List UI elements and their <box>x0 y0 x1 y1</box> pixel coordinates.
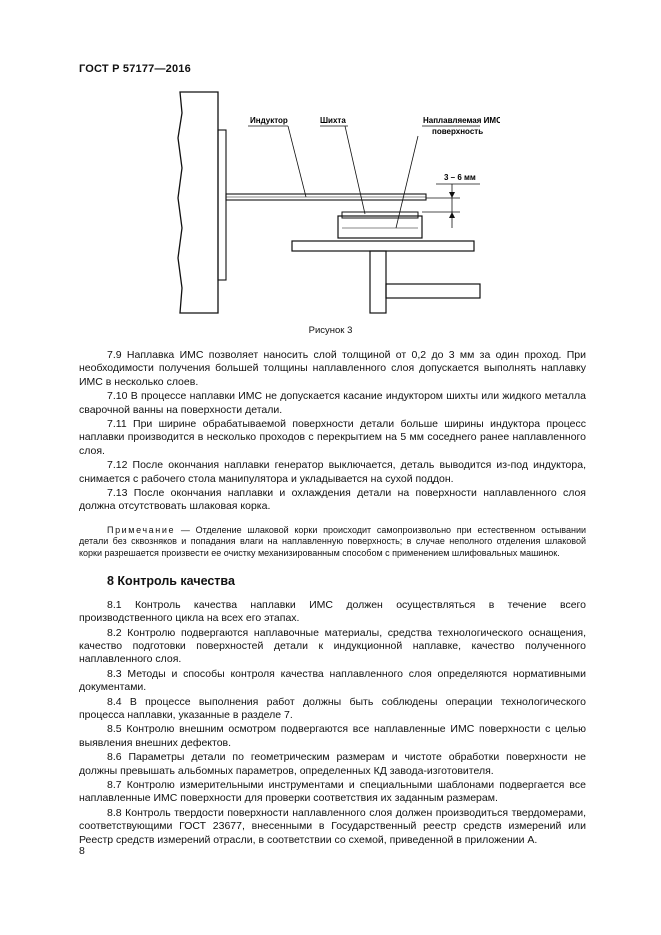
paragraph-8-8: 8.8 Контроль твердости поверхности наплавленного слоя должен производиться твердомерами, соответствующими ГОСТ 23677, внесенными в Государственный реестр средств измерений или Реестр средств измерений отрасли, в соответствии со схемой, приведенной в приложении А. <box>79 806 586 846</box>
note-block <box>79 525 586 560</box>
leader-charge <box>345 126 365 214</box>
paragraph-8-1: 8.1 Контроль качества наплавки ИМС должен осуществляться в течение всего производственного цикла на всех его этапах. <box>79 598 586 625</box>
column-outline <box>178 92 218 313</box>
table-arm <box>386 284 480 298</box>
induction-setup-diagram <box>160 88 500 320</box>
paragraph-8-7: 8.7 Контролю измерительными инструментами и специальными шаблонами подвергается все наплавленные ИМС поверхности для проверки соответствия их заданным размерам. <box>79 779 586 805</box>
paragraph-8-5: 8.5 Контролю внешним осмотром подвергаются все наплавленные ИМС поверхности с целью выявления внешних дефектов. <box>79 723 586 749</box>
paragraph-7-12: 7.12 После окончания наплавки генератор выключается, деталь выводится из-под индуктора, снимается с рабочего стола манипулятора и укладывается на сухой поддон. <box>79 459 586 485</box>
column-plate <box>218 130 226 280</box>
paragraph-7-9: 7.9 Наплавка ИМС позволяет наносить слой толщиной от 0,2 до 3 мм за один проход. При необходимости получения большей толщины наплавленного слоя допускается выполнять наплавку ИМС в несколько слоев. <box>79 349 586 388</box>
note-text: — Отделение шлаковой корки происходит самопроизвольно при естественном остывании детали без сквозняков и попадания влаги на наплавленную поверхность; в случае неполного отделения шлаковой корки разрешается произвести ее очистку механизированным способом с применением шлифовальных машинок. <box>79 524 586 558</box>
paragraph-7-11: 7.11 При ширине обрабатываемой поверхности детали больше ширины индуктора процесс наплавки производится в несколько проходов с перекрытием на 5 мм соседнего ранее наплавленного слоя. <box>79 418 586 457</box>
document-header: ГОСТ Р 57177—2016 <box>79 63 191 75</box>
paragraph-8-6: 8.6 Параметры детали по геометрическим размерам и чистоте обработки поверхности не должны превышать альбомных параметров, определенных КД завода-изготовителя. <box>79 751 586 777</box>
part-body <box>338 216 422 238</box>
dimension-label: 3 – 6 мм <box>444 173 476 182</box>
label-surface-line1: Наплавляемая ИМС <box>423 116 500 125</box>
label-surface-line2: поверхность <box>432 127 484 136</box>
work-table <box>292 241 474 251</box>
page-number: 8 <box>79 845 85 857</box>
paragraph-8-2: 8.2 Контролю подвергаются наплавочные материалы, средства технологического оснащения, качество подготовки поверхностей детали к индукционной наплавке, качество полученного наплавленного слоя. <box>79 626 586 666</box>
paragraph-7-10: 7.10 В процессе наплавки ИМС не допускается касание индуктором шихты или жидкого металла сварочной ванны на поверхности детали. <box>79 390 586 416</box>
note-label: Примечание <box>107 524 176 535</box>
figure-3-diagram <box>160 88 500 320</box>
leader-inductor <box>288 126 306 197</box>
body-text <box>79 349 586 848</box>
paragraph-8-3: 8.3 Методы и способы контроля качества наплавленного слоя определяются нормативными документами. <box>79 667 586 694</box>
table-post <box>370 251 386 313</box>
charge-layer <box>342 212 418 218</box>
paragraph-7-13: 7.13 После окончания наплавки и охлаждения детали на поверхности наплавленного слоя должна отсутствовать шлаковая корка. <box>79 487 586 513</box>
figure-caption: Рисунок 3 <box>308 325 353 336</box>
label-charge: Шихта <box>320 116 346 125</box>
section-title: 8 Контроль качества <box>107 574 235 589</box>
paragraph-8-4: 8.4 В процессе выполнения работ должны быть соблюдены операции технологического процесса наплавки, указанные в разделе 7. <box>79 695 586 722</box>
leader-surface <box>396 136 418 228</box>
label-inductor: Индуктор <box>250 116 288 125</box>
